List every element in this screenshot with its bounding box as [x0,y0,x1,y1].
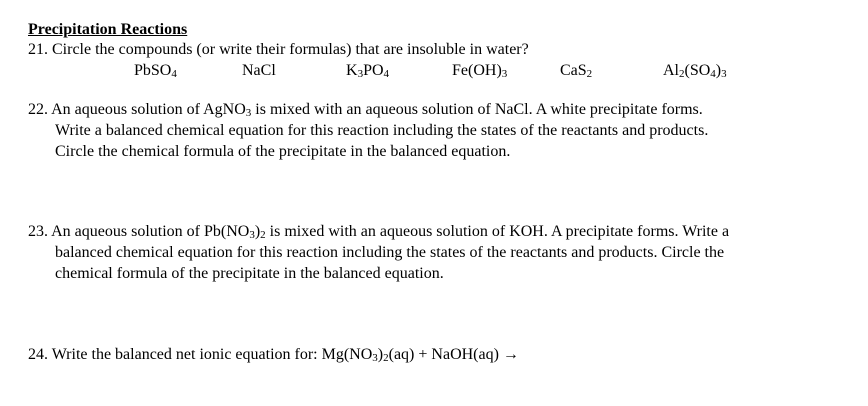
question-23-line-1: 23. An aqueous solution of $Pb(NO_3)_2$ is mixed with an aqueous solution of KOH. A precipitate forms. Write a [28,223,730,241]
compound-lead-sulfate: PbSO$_4$ [134,62,177,80]
question-23-line-3: chemical formula of the precipitate in the balanced equation. [55,265,444,282]
question-21 [28,40,828,61]
compound-aluminum-sulfate: $Al_2(SO_4)_3$ [663,62,727,80]
section-heading: Precipitation Reactions [28,21,188,38]
compound-calcium-sulfide: CaS$_2$ [560,62,593,80]
question-22-line-3: Circle the chemical formula of the precipitate in the balanced equation. [55,143,511,160]
compound-aluminum-sulfate-tail: ) [715,62,722,79]
question-23 [28,222,828,285]
compound-aluminum-sulfate-subscript: 3 [721,68,727,80]
question-24-prompt: 24. Write the balanced net ionic equation for: $Mg(NO_3)_2(aq)$ + NaOH(aq) → [28,346,519,364]
question-22-line-2: Write a balanced chemical equation for this reaction including the states of the reactants and products. [55,122,709,139]
question-22-line-1: 22. An aqueous solution of AgNO$_3$ is mixed with an aqueous solution of NaCl. A white precipitate forms. [28,101,703,119]
question-21-prompt: 21. Circle the compounds (or write their formulas) that are insoluble in water? [28,41,529,58]
compound-sodium-chloride: NaCl [242,62,276,79]
question-24 [28,345,828,366]
question-23-line-2: balanced chemical equation for this reaction including the states of the reactants and products. Circle the [55,244,725,261]
question-22 [28,100,828,163]
compound-potassium-phosphate: $K_3PO_4$ [346,62,390,80]
compound-iron-hydroxide: $Fe(OH)_3$ [452,62,508,80]
